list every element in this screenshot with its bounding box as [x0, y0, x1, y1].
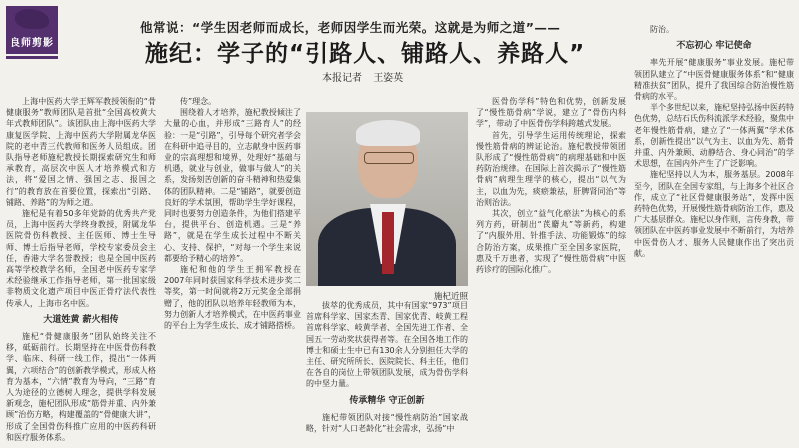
- photo-hair: [356, 120, 420, 146]
- paragraph: 拔萃的优秀成员，其中有国家“973”项目首席科学家、国家杰青、国家优青、岐黄工程首席科学家、岐黄学者、全国先进工作者、全国五一劳动奖状获得者等。在全国各地工作的博士和硕士生中已有130余人分别担任大学的主任、研究所所长、医院院长、科主任，他们在各自的岗位上带领团队发展，成为骨伤学科的中坚力量。: [306, 301, 468, 389]
- paragraph: 防治。: [650, 25, 674, 34]
- photo-tie: [382, 212, 394, 274]
- paragraph: 半个多世纪以来，施杞坚持弘扬中医药特色优势，总结石氏伤科流派学术经验，聚焦中老年慢性筋骨病，建立了“一体两翼”学术体系，创新性提出“以气为主、以血为先、筋骨并重、内外兼顾、动静结合、身心同治”的学术思想，在国内外产生了广泛影响。: [634, 103, 794, 169]
- section-badge: [6, 6, 58, 54]
- headline: 施纪：学子的“引路人、铺路人、养路人”: [145, 41, 586, 67]
- paragraph: 施杞带领团队对接“慢性病防治”国家战略，针对“人口老龄化”社会需求，弘扬“中: [306, 412, 468, 434]
- ink-brush-graphic: [15, 9, 49, 29]
- byline-label: 本报记者: [322, 73, 362, 84]
- paragraph: 施杞“骨健康服务”团队始终关注不移，砥砺前行。长期坚持在中医骨伤科教学、临床、科研一线工作，提出“一体两翼，六项结合”的创新教学模式，形成人格育为基本，“六情”教育为导向，“三路”育人为途径的立德树人理念，提供学科发展新观念，施杞团队形成“筋骨并重、内外兼顾”治伤方略，构建覆盖的“骨健康大讲”，形成了全国骨伤科推广应用的中医药科研和医疗服务体系。: [6, 332, 156, 442]
- section-badge-label: 良师剪影: [10, 38, 54, 49]
- subheading: 传承精华 守正创新: [349, 395, 425, 406]
- headline-quote: 他常说：“学生因老师而成长，老师因学生而光荣。这就是为师之道”——: [140, 20, 561, 35]
- article-column-5: [634, 24, 794, 259]
- article-column-1: [6, 96, 156, 443]
- article-column-3: [306, 300, 468, 434]
- paragraph: 传”理念。: [180, 97, 217, 106]
- subheading: 不忘初心 牢记使命: [676, 41, 752, 52]
- paragraph: 上海中医药大学王辉军教授领衔的“骨健康服务”教师团队是首批“全国高校黄大年式教师团队”。该团队由上海中医药大学康复医学院、上海中医药大学附属龙华医院的老中青三代教师和医务人员组成。团队指导老师施杞教授长期探索研究生和师承教育，高层次中医人才培养模式和方法，将“爱国之情、强国之志、报国之行”的教育放在首要位置，探索出“引路、铺路、养路”的为师之道。: [6, 97, 156, 207]
- subheading: 大道姓黄 薪火相传: [43, 314, 119, 325]
- photo-glasses: [364, 152, 414, 164]
- paragraph: 医骨伤学科”特色和优势，创新发展了“慢性筋骨病”学说，建立了“骨伤内科学”，带动了中医骨伤学科跨越式发展。: [476, 97, 626, 129]
- paragraph: 率先开展“健康服务”事业发展。施杞带领团队建立了“中医骨健康服务体系”和“健康精准扶贫”团队，提升了我国综合防治慢性筋骨病的水平。: [634, 58, 794, 102]
- paragraph: 其次，创立“益气化瘀法”为核心的系列方药，研制出“芪麝丸”等新药，构建了“内服外用、针推手法、功能锻炼”的综合防治方案，成果推广至全国多家医院，惠及千万患者，实现了“慢性筋骨病”中医药诊疗的国际化推广。: [476, 209, 626, 275]
- paragraph: 首先，引导学生运用传统理论，探索慢性筋骨病的辨证论治。施杞教授带领团队形成了“慢性筋骨病”的病理基础和中医药防治规律。在国际上首次揭示了“慢性筋骨病”病理生理学的核心，提出“以气为主，以血为先，痰瘀兼祛，肝脾肾同治”等治则治法。: [476, 130, 626, 207]
- article-column-2: [164, 96, 301, 331]
- badge-rule: [6, 56, 58, 59]
- paragraph: 施杞是有着50多年党龄的优秀共产党员，上海中医药大学终身教授，附属龙华医院骨伤科教授、主任医师、博士生导师、博士后指导老师，学校专家委员会主任，香港大学名誉教授；也是全国中医药高等学校教学名师，全国老中医药专家学术经验继承工作指导老师，第一批国家级非物质文化遗产项目中医正骨疗法代表性传承人，上海市名中医。: [6, 209, 156, 308]
- paragraph: 施杞和他的学生王拥军教授在2007年同时获国家科学技术进步奖二等奖，第一时间就将2万元奖金全部捐赠了，他的团队以培养年轻教师为本，努力创新人才培养模式，在中医药事业的平台上为学生成长、成才铺路搭桥。: [164, 265, 301, 331]
- byline: [314, 69, 403, 84]
- portrait-photo: [306, 112, 468, 286]
- paragraph: 围绕着人才培养，施杞教授倾注了大量的心血，并形成“三路育人”的经验：一是“引路”，引导每个研究者学会在科研中追寻目的，立志献身中医药事业的宗高理想和境界，处理好“基础与机遇，就业与创业，做事与做人”的关系，发扬刻苦创新的奋斗精神和热爱集体的团队精神。二是“铺路”，就要创造良好的学术氛围，帮助学生学好课程，同时也要努力创造条件，为他们搭建平台，提供平台、创造机遇。三是“养路”，就是在学生成长过程中不断关心、支持、保护，“对每一个学生来说都要给予精心的培养”。: [164, 108, 301, 263]
- photo-caption: 施杞近照: [433, 292, 468, 302]
- paragraph: 施杞坚持以人为本，服务基层。2008年至今，团队在全国专家组，与上海多个社区合作，成立了“社区骨健康服务站”，发挥中医药特色优势，开展慢性筋骨病防治工作，惠及广大基层群众。施杞以身作则，言传身教，带领团队在中医药事业发展中不断前行，为培养中医骨伤人才、服务人民健康作出了突出贡献。: [634, 170, 794, 258]
- article-column-4: [476, 96, 626, 275]
- byline-name: 王姿英: [373, 73, 404, 84]
